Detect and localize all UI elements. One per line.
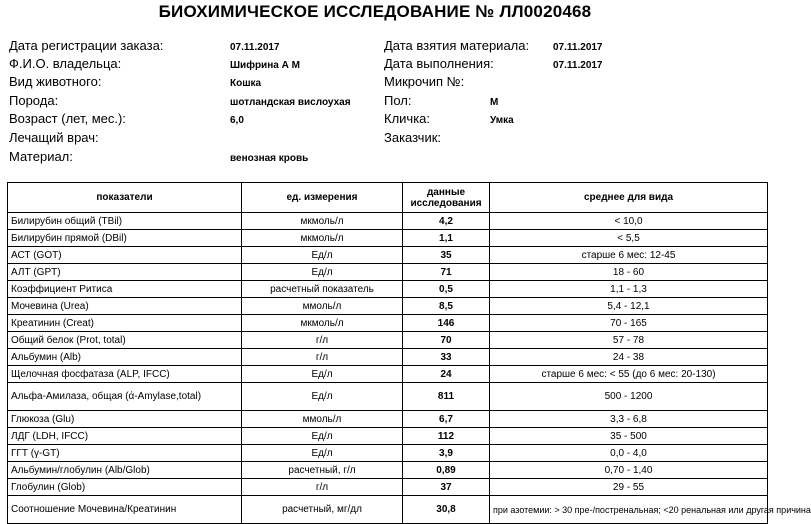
- row-name: Альбумин/глобулин (Alb/Glob): [8, 462, 242, 479]
- row-unit: Ед/л: [242, 247, 403, 264]
- row-value: 35: [403, 247, 490, 264]
- row-unit: Ед/л: [242, 366, 403, 383]
- row-name: Соотношение Мочевина/Креатинин: [8, 496, 242, 524]
- row-norm: 3,3 - 6,8: [490, 411, 768, 428]
- table-row: [8, 247, 768, 264]
- table-row: [8, 383, 768, 411]
- row-name: ЛДГ (LDH, IFCC): [8, 428, 242, 445]
- row-unit: Ед/л: [242, 383, 403, 411]
- row-norm: 29 - 55: [490, 479, 768, 496]
- value-material: венозная кровь: [230, 153, 309, 164]
- value-sampling-date: 07.11.2017: [553, 42, 603, 53]
- label-animal-species: Вид животного:: [9, 74, 102, 89]
- label-sampling-date: Дата взятия материала:: [384, 38, 530, 53]
- row-unit: мкмоль/л: [242, 213, 403, 230]
- row-value: 112: [403, 428, 490, 445]
- row-unit: мкмоль/л: [242, 230, 403, 247]
- label-breed: Порода:: [9, 93, 59, 108]
- table-row: [8, 264, 768, 281]
- row-name: Альбумин (Alb): [8, 349, 242, 366]
- results-table: [7, 182, 811, 524]
- row-name: Общий белок (Prot, total): [8, 332, 242, 349]
- table-row: [8, 411, 768, 428]
- row-unit: г/л: [242, 479, 403, 496]
- row-value: 71: [403, 264, 490, 281]
- row-name: Билирубин прямой (DBil): [8, 230, 242, 247]
- row-norm: 1,1 - 1,3: [490, 281, 768, 298]
- row-unit: г/л: [242, 349, 403, 366]
- row-name: АСТ (GOT): [8, 247, 242, 264]
- row-value: 30,8: [403, 496, 490, 524]
- row-value: 3,9: [403, 445, 490, 462]
- row-value: 70: [403, 332, 490, 349]
- row-value: 8,5: [403, 298, 490, 315]
- row-norm: 500 - 1200: [490, 383, 768, 411]
- table-row: [8, 315, 768, 332]
- row-norm: 70 - 165: [490, 315, 768, 332]
- table-row: [8, 349, 768, 366]
- row-norm: 0,70 - 1,40: [490, 462, 768, 479]
- row-unit: ммоль/л: [242, 411, 403, 428]
- row-name: АЛТ (GPT): [8, 264, 242, 281]
- row-norm: при азотемии: > 30 пре-/постренальная; <20 ренальная или другая причина: [490, 496, 768, 524]
- report-title: БИОХИМИЧЕСКОЕ ИССЛЕДОВАНИЕ № ЛЛ0020468: [158, 2, 592, 21]
- row-unit: расчетный, г/л: [242, 462, 403, 479]
- row-norm: 35 - 500: [490, 428, 768, 445]
- row-unit: г/л: [242, 332, 403, 349]
- table-header-row: [8, 183, 768, 213]
- row-norm: 0,0 - 4,0: [490, 445, 768, 462]
- row-norm: старше 6 мес: 12-45: [490, 247, 768, 264]
- row-norm: 24 - 38: [490, 349, 768, 366]
- row-unit: Ед/л: [242, 264, 403, 281]
- label-sex: Пол:: [384, 93, 412, 108]
- table-row: [8, 230, 768, 247]
- value-animal-species: Кошка: [230, 78, 262, 89]
- row-norm: < 10,0: [490, 213, 768, 230]
- row-name: Глобулин (Glob): [8, 479, 242, 496]
- row-name: ГГТ (γ-GT): [8, 445, 242, 462]
- row-value: 0,89: [403, 462, 490, 479]
- table-row: [8, 428, 768, 445]
- header-parameter: показатели: [8, 183, 242, 213]
- row-name: Глюкоза (Glu): [8, 411, 242, 428]
- row-name: Креатинин (Creat): [8, 315, 242, 332]
- row-value: 33: [403, 349, 490, 366]
- row-value: 6,7: [403, 411, 490, 428]
- label-completion-date: Дата выполнения:: [384, 56, 494, 71]
- row-unit: расчетный показатель: [242, 281, 403, 298]
- label-pet-name: Кличка:: [384, 111, 431, 126]
- label-microchip: Микрочип №:: [384, 74, 465, 89]
- table-row: [8, 496, 768, 524]
- row-norm: 5,4 - 12,1: [490, 298, 768, 315]
- label-material: Материал:: [9, 149, 73, 164]
- row-value: 146: [403, 315, 490, 332]
- value-age: 6,0: [230, 115, 244, 126]
- row-value: 0,5: [403, 281, 490, 298]
- value-pet-name: Умка: [490, 115, 514, 126]
- row-value: 811: [403, 383, 490, 411]
- row-name: Билирубин общий (TBil): [8, 213, 242, 230]
- row-unit: Ед/л: [242, 445, 403, 462]
- table-row: [8, 445, 768, 462]
- row-norm: старше 6 мес: < 55 (до 6 мес: 20-130): [490, 366, 768, 383]
- table-row: [8, 281, 768, 298]
- table-row: [8, 213, 768, 230]
- value-breed: шотландская вислоухая: [230, 97, 351, 108]
- header-unit: ед. измерения: [242, 183, 403, 213]
- label-age: Возраст (лет, мес.):: [9, 111, 126, 126]
- row-name: Альфа-Амилаза, общая (ά-Amylase,total): [8, 383, 242, 411]
- header-reference: среднее для вида: [490, 183, 768, 213]
- label-vet: Лечащий врач:: [9, 130, 99, 145]
- label-registration-date: Дата регистрации заказа:: [9, 38, 164, 53]
- row-norm: 18 - 60: [490, 264, 768, 281]
- row-value: 24: [403, 366, 490, 383]
- table-row: [8, 479, 768, 496]
- row-norm: 57 - 78: [490, 332, 768, 349]
- row-name: Мочевина (Urea): [8, 298, 242, 315]
- row-unit: расчетный, мг/дл: [242, 496, 403, 524]
- value-sex: М: [490, 97, 499, 108]
- row-norm: < 5,5: [490, 230, 768, 247]
- table-row: [8, 332, 768, 349]
- row-name: Щелочная фосфатаза (ALP, IFCC): [8, 366, 242, 383]
- table-row: [8, 366, 768, 383]
- value-registration-date: 07.11.2017: [230, 42, 280, 53]
- table-row: [8, 298, 768, 315]
- value-completion-date: 07.11.2017: [553, 60, 603, 71]
- row-unit: ммоль/л: [242, 298, 403, 315]
- row-value: 4,2: [403, 213, 490, 230]
- table-row: [8, 462, 768, 479]
- row-name: Коэффициент Ритиса: [8, 281, 242, 298]
- row-value: 1,1: [403, 230, 490, 247]
- label-customer: Заказчик:: [384, 130, 442, 145]
- header-result: данные исследования: [403, 183, 490, 213]
- row-unit: Ед/л: [242, 428, 403, 445]
- row-unit: мкмоль/л: [242, 315, 403, 332]
- row-value: 37: [403, 479, 490, 496]
- value-owner-name: Шифрина А М: [230, 60, 300, 71]
- label-owner-name: Ф.И.О. владельца:: [9, 56, 122, 71]
